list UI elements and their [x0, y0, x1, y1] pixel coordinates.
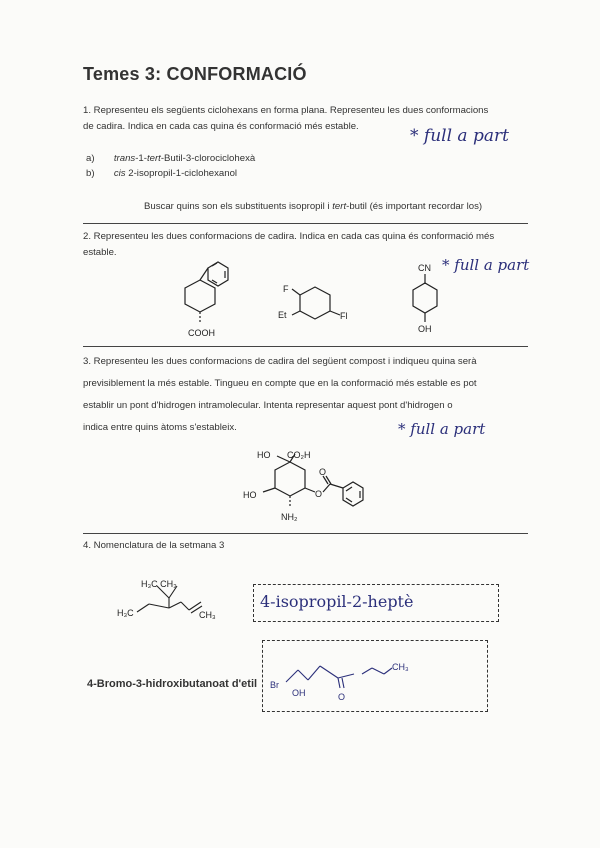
divider-1	[83, 223, 528, 224]
q3-line-4: indica entre quins àtoms s'estableix.	[83, 422, 237, 433]
q1-item-a-tert: tert	[146, 153, 161, 164]
q1-hint-pre: Buscar quins son els substituents isopropil i	[144, 201, 333, 212]
q2-molecule-2	[280, 275, 360, 335]
q4-draw-oh-label: OH	[292, 688, 306, 698]
q2-handwritten-note: * full a part	[442, 256, 530, 274]
q1-item-a-stereo: trans	[113, 153, 136, 164]
q1-item-a-name: -Butil-3-clorociclohexà	[160, 153, 256, 164]
q4-heading: 4. Nomenclatura de la setmana 3	[83, 540, 225, 551]
q2-mol2-et-label: Et	[278, 310, 287, 320]
q1-hint-post: -butil (és important recordar los)	[346, 201, 483, 212]
cyclohexane-ring	[413, 283, 437, 313]
q1-item-b	[86, 166, 237, 182]
q2-molecule-3	[400, 260, 460, 340]
q1-item-a-prefix: a)	[86, 153, 95, 164]
q4-molecule	[115, 578, 225, 618]
q2-mol1-cooh-label: COOH	[188, 328, 215, 338]
q1-line-2: de cadira. Indica en cada cas quina és conformació més estable.	[83, 121, 359, 132]
q2-mol3-cn-label: CN	[418, 263, 431, 273]
q3-molecule	[235, 448, 375, 528]
q2-molecule-1	[160, 258, 240, 338]
page-title: Temes 3: CONFORMACIÓ	[83, 64, 307, 84]
q3-handwritten-note: * full a part	[398, 420, 486, 438]
divider-2	[83, 346, 528, 347]
q3-line-1: 3. Representeu les dues conformacions de cadira del següent compost i indiqueu quina serà	[83, 356, 477, 367]
q2-line-1: 2. Representeu les dues conformacions de cadira. Indica en cada cas quina és conformació més	[83, 231, 495, 242]
q1-item-a	[86, 151, 255, 167]
q4-mol-left-label: H₃C	[117, 608, 134, 618]
q4-given-name: 4-Bromo-3-hidroxibutanoat d'etil	[87, 678, 258, 690]
q4-mol-right-label: CH₃	[199, 610, 216, 620]
q3-line-3: establir un pont d'hidrogen intramolecular. Intenta representar aquest pont d'hidrogen o	[83, 400, 453, 411]
q3-nh2-label: NH₂	[281, 512, 298, 522]
q4-handdrawn-structure	[262, 640, 486, 710]
q3-line-2: previsiblement la més estable. Tingueu en compte que en la conformació més estable es pot	[83, 378, 477, 389]
q1-handwritten-note: * full a part	[410, 126, 509, 146]
q2-mol2-f-label: F	[283, 284, 289, 294]
q1-item-a-mid: -1-	[135, 153, 147, 164]
q3-o2-label: O	[319, 467, 327, 477]
q3-ho-top-label: HO	[257, 450, 271, 460]
cyclohexane-ring	[300, 287, 330, 319]
q1-hint	[144, 199, 482, 215]
q2-mol3-oh-label: OH	[418, 324, 432, 334]
q4-mol-top-label: H₃C CH₃	[141, 579, 177, 589]
q3-co2h-label: CO₂H	[287, 450, 311, 460]
q4-draw-br-label: Br	[270, 680, 279, 690]
q1-item-b-prefix: b)	[86, 168, 95, 179]
q1-hint-tert: tert	[332, 201, 347, 212]
cyclohexane-ring	[185, 280, 215, 312]
divider-3	[83, 533, 528, 534]
q1-item-b-name: 2-isopropil-1-ciclohexanol	[128, 168, 238, 179]
q1-line-1: 1. Representeu els següents ciclohexans en forma plana. Representeu les dues conformacions	[83, 105, 489, 116]
q1-item-b-stereo: cis	[113, 168, 126, 179]
cyclohexane-ring	[275, 462, 305, 496]
q2-mol2-fl-label: Fl	[340, 311, 348, 321]
q3-ho-left-label: HO	[243, 490, 257, 500]
q2-line-2: estable.	[83, 247, 117, 258]
q4-draw-ch3-label: CH₃	[392, 662, 409, 672]
q3-o-label: O	[315, 489, 323, 499]
q4-handwritten-answer: 4-isopropil-2-heptè	[260, 592, 414, 611]
q4-draw-o-label: O	[338, 692, 346, 702]
